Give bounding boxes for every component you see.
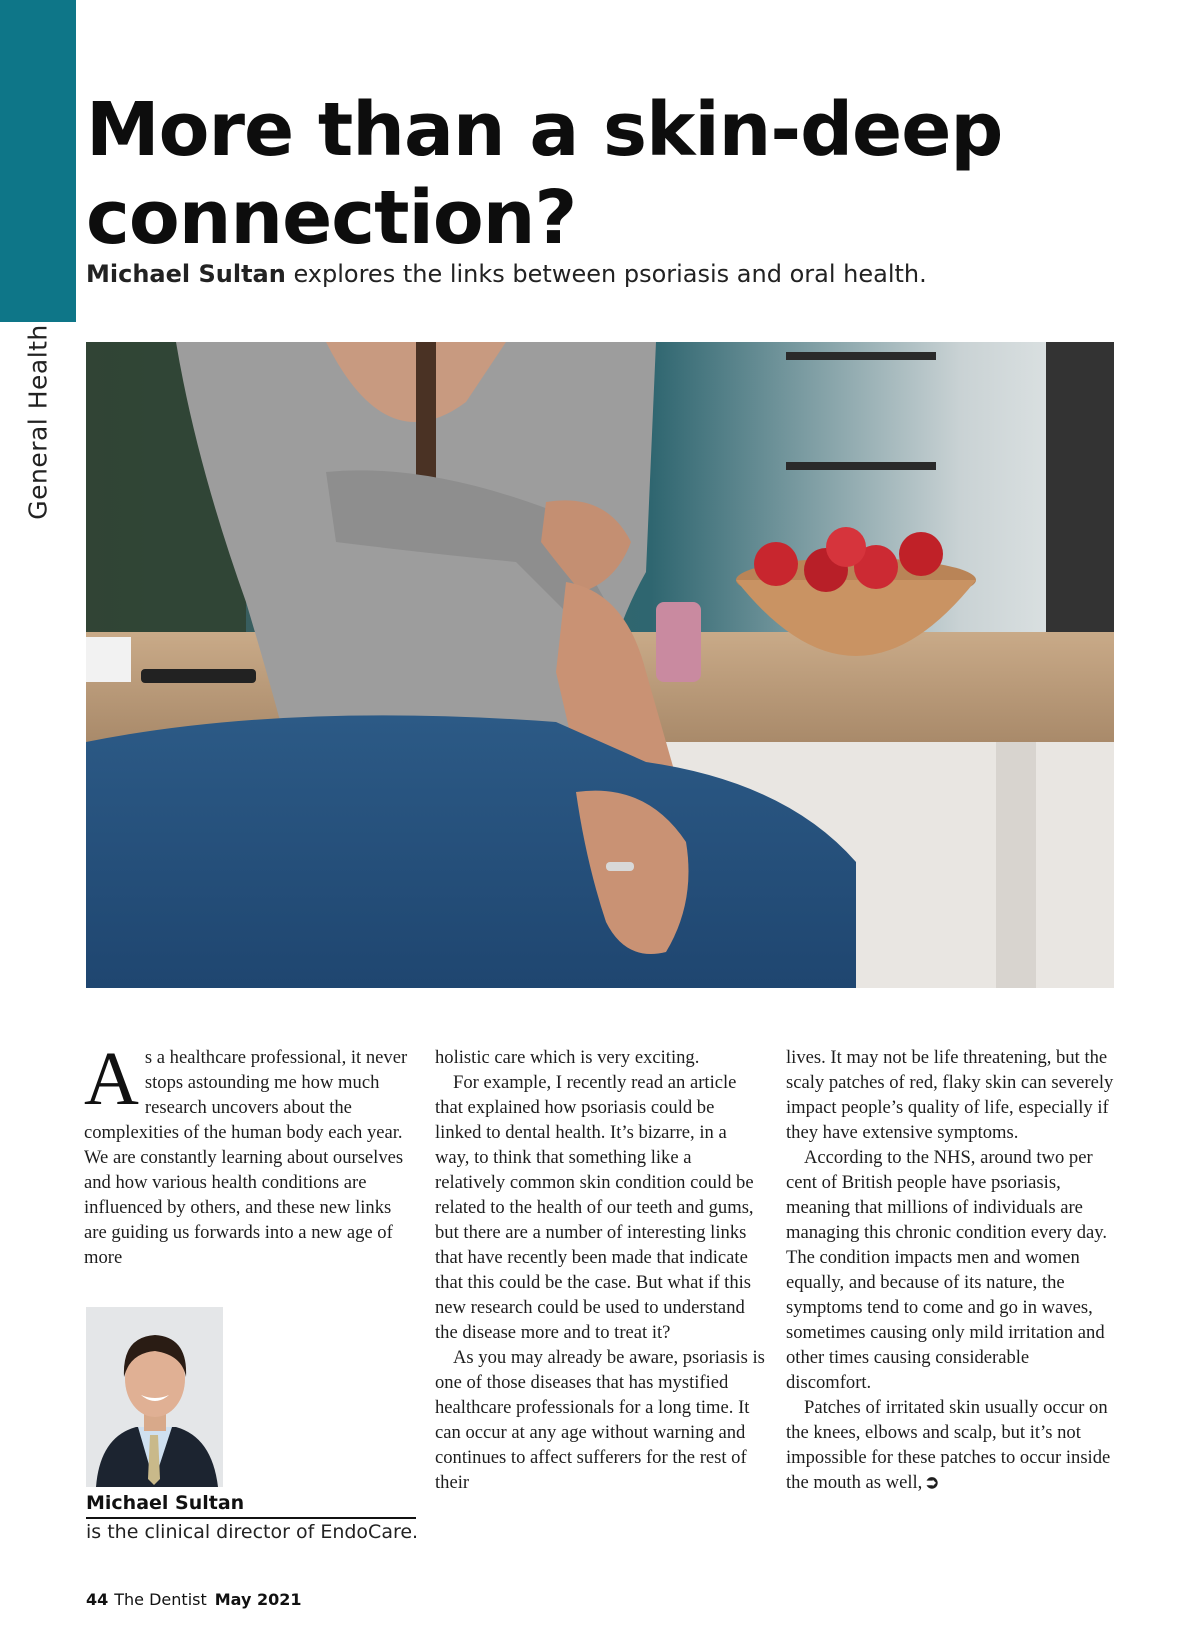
standfirst-text: explores the links between psoriasis and oral health. [285, 260, 927, 288]
section-accent-bar [0, 0, 76, 322]
article-column-1 [84, 1037, 409, 1270]
section-label: General Health [23, 324, 53, 520]
author-name: Michael Sultan [86, 1492, 416, 1519]
publication-name: The Dentist [114, 1590, 207, 1609]
article-column-2 [435, 1045, 765, 1495]
article-headline: More than a skin-deep connection? [86, 87, 1003, 261]
article-paragraph: As you may already be aware, psoriasis is one of those diseases that has mystified healthcare professionals for a long time. It can occur at any age without warning and continues to affect sufferers for the rest of their [435, 1347, 765, 1493]
article-paragraph: According to the NHS, around two per cent of British people have psoriasis, meaning that millions of individuals are managing this chronic condition every day. The condition impacts men and women equally, and because of its nature, the symptoms tend to come and go in waves, sometimes causing only mild irritation and other times causing considerable discomfort. [786, 1147, 1107, 1393]
article-paragraph: s a healthcare professional, it never stops astounding me how much research uncovers about the complexities of the human body each year. We are constantly learning about ourselves and how various health conditions are influenced by others, and these new links are guiding us forwards into a new age of more [84, 1047, 408, 1268]
paragraph-text: Patches of irritated skin usually occur on the knees, elbows and scalp, but it’s not impossible for these patches to occur inside the mouth as well, [786, 1397, 1111, 1493]
standfirst-author: Michael Sultan [86, 260, 286, 288]
article-paragraph: lives. It may not be life threatening, but the scaly patches of red, flaky skin can severely impact people’s quality of life, especially if they have extensive symptoms. [786, 1047, 1114, 1143]
author-role: is the clinical director of EndoCare. [86, 1521, 419, 1543]
issue-date: May 2021 [214, 1590, 302, 1609]
article-paragraph: For example, I recently read an article that explained how psoriasis could be linked to dental health. It’s bizarre, in a way, to think that something like a relatively common skin condition could be related to the health of our teeth and gums, but there are a number of interesting links that have recently been made that indicate that this could be the case. But what if this new research could be used to understand the disease more and to treat it? [435, 1072, 754, 1343]
article-standfirst [86, 260, 927, 288]
drop-cap: A [84, 1037, 139, 1121]
hero-photo [86, 342, 1114, 988]
continue-arrow-icon: ➲ [924, 1472, 940, 1492]
author-photo [86, 1307, 223, 1487]
article-column-3 [786, 1045, 1116, 1495]
article-paragraph: holistic care which is very exciting. [435, 1047, 700, 1068]
article-paragraph [786, 1395, 1116, 1495]
page-number: 44 [86, 1590, 109, 1609]
page-footer [86, 1590, 302, 1609]
